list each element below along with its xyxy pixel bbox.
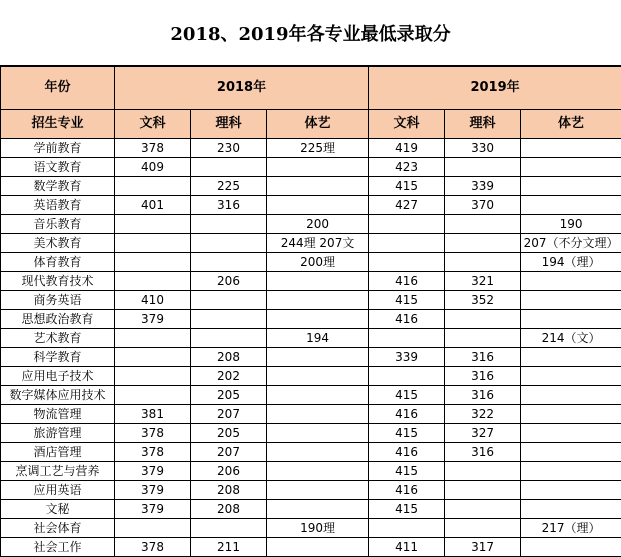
li-2019-cell: 339 (445, 177, 521, 196)
li-2018-cell: 225 (191, 177, 267, 196)
tiyi-2019-cell: 207（不分文理） (521, 234, 621, 253)
wen-2018-cell: 409 (115, 158, 191, 177)
li-2018-cell: 205 (191, 424, 267, 443)
table-row (1, 538, 621, 557)
li-2019-cell (445, 329, 521, 348)
wen-2018-cell (115, 177, 191, 196)
li-2019-cell: 330 (445, 139, 521, 158)
wen-2019-cell (369, 253, 445, 272)
table-row (1, 177, 621, 196)
wen-2019-cell: 411 (369, 538, 445, 557)
li-2018-cell: 208 (191, 481, 267, 500)
li-2018-cell: 202 (191, 367, 267, 386)
wen-2018-cell (115, 386, 191, 405)
tiyi-2019-cell (521, 196, 621, 215)
li-2019-cell (445, 158, 521, 177)
tiyi-2018-cell: 225理 (267, 139, 369, 158)
wen-2018-cell: 379 (115, 481, 191, 500)
li-2019-cell: 322 (445, 405, 521, 424)
li-2019-cell: 316 (445, 367, 521, 386)
li-2019-cell (445, 519, 521, 538)
li-2018-cell: 208 (191, 500, 267, 519)
wen-2018-cell: 410 (115, 291, 191, 310)
li-2018-cell: 230 (191, 139, 267, 158)
tiyi-2018-cell (267, 481, 369, 500)
tiyi-2019-cell (521, 291, 621, 310)
wen-2019-cell (369, 367, 445, 386)
tiyi-2018-cell (267, 500, 369, 519)
major-cell: 体育教育 (1, 253, 115, 272)
wen-2019-cell: 416 (369, 443, 445, 462)
table-row (1, 158, 621, 177)
table-row (1, 272, 621, 291)
tiyi-2019-cell (521, 348, 621, 367)
tiyi-2019-cell (521, 424, 621, 443)
table-row (1, 329, 621, 348)
wen-2019-cell: 415 (369, 291, 445, 310)
li-2019-cell: 316 (445, 443, 521, 462)
wen-2018-cell (115, 329, 191, 348)
li-2018-cell (191, 291, 267, 310)
major-cell: 烹调工艺与营养 (1, 462, 115, 481)
table-row (1, 481, 621, 500)
major-cell: 商务英语 (1, 291, 115, 310)
table-row (1, 405, 621, 424)
wen-2018-cell (115, 348, 191, 367)
major-cell: 科学教育 (1, 348, 115, 367)
li-2018-cell: 208 (191, 348, 267, 367)
wen-2019-cell: 419 (369, 139, 445, 158)
tiyi-2019-cell (521, 139, 621, 158)
tiyi-2018-cell: 194 (267, 329, 369, 348)
tiyi-2018-cell (267, 538, 369, 557)
li-2019-cell: 321 (445, 272, 521, 291)
table-row (1, 462, 621, 481)
wen-2018-cell (115, 234, 191, 253)
table-row (1, 386, 621, 405)
table-row (1, 519, 621, 538)
major-cell: 应用电子技术 (1, 367, 115, 386)
wen-2019-cell: 415 (369, 386, 445, 405)
table-row (1, 196, 621, 215)
tiyi-2018-cell (267, 291, 369, 310)
tiyi-2019-cell (521, 386, 621, 405)
year-2018-header: 2018年 (115, 67, 369, 110)
wen-2019-cell (369, 519, 445, 538)
tiyi-2019-cell: 217（理） (521, 519, 621, 538)
wen-2018-cell: 379 (115, 500, 191, 519)
year-label: 年份 (1, 67, 115, 110)
wen-2019-cell: 416 (369, 310, 445, 329)
tiyi-2019-cell: 214（文） (521, 329, 621, 348)
tiyi-2018-cell (267, 272, 369, 291)
major-cell: 应用英语 (1, 481, 115, 500)
li-2018-cell (191, 234, 267, 253)
major-cell: 英语教育 (1, 196, 115, 215)
tiyi-2019-cell (521, 500, 621, 519)
tiyi-2018-cell: 200理 (267, 253, 369, 272)
page-title: 2018、2019年各专业最低录取分 (0, 0, 621, 66)
major-cell: 数字媒体应用技术 (1, 386, 115, 405)
li-2019-cell (445, 234, 521, 253)
wen-2019-cell (369, 215, 445, 234)
li-2019-cell: 352 (445, 291, 521, 310)
major-cell: 艺术教育 (1, 329, 115, 348)
wen-2019-cell: 415 (369, 500, 445, 519)
wen-2019-cell: 339 (369, 348, 445, 367)
wen-2018-cell (115, 519, 191, 538)
tiyi-2019-cell (521, 405, 621, 424)
wen-2019-cell: 423 (369, 158, 445, 177)
li-2018-cell: 206 (191, 462, 267, 481)
table-row (1, 443, 621, 462)
li-2018-cell: 206 (191, 272, 267, 291)
tiyi-2019-cell: 190 (521, 215, 621, 234)
tiyi-2019-cell (521, 443, 621, 462)
col-wen-2018: 文科 (115, 110, 191, 139)
major-label: 招生专业 (1, 110, 115, 139)
wen-2019-cell: 427 (369, 196, 445, 215)
table-row (1, 367, 621, 386)
tiyi-2019-cell (521, 481, 621, 500)
li-2019-cell (445, 481, 521, 500)
major-cell: 语文教育 (1, 158, 115, 177)
tiyi-2018-cell (267, 177, 369, 196)
li-2018-cell (191, 215, 267, 234)
tiyi-2018-cell: 190理 (267, 519, 369, 538)
tiyi-2018-cell (267, 424, 369, 443)
li-2019-cell (445, 253, 521, 272)
table-row (1, 253, 621, 272)
table-row (1, 348, 621, 367)
tiyi-2018-cell (267, 310, 369, 329)
header-row-year (1, 67, 621, 110)
major-cell: 社会工作 (1, 538, 115, 557)
tiyi-2018-cell (267, 367, 369, 386)
wen-2018-cell (115, 367, 191, 386)
tiyi-2018-cell: 200 (267, 215, 369, 234)
tiyi-2018-cell (267, 443, 369, 462)
major-cell: 酒店管理 (1, 443, 115, 462)
tiyi-2018-cell (267, 348, 369, 367)
table-row (1, 310, 621, 329)
major-cell: 思想政治教育 (1, 310, 115, 329)
major-cell: 美术教育 (1, 234, 115, 253)
wen-2018-cell: 379 (115, 310, 191, 329)
col-wen-2019: 文科 (369, 110, 445, 139)
header-row-columns (1, 110, 621, 139)
major-cell: 社会体育 (1, 519, 115, 538)
li-2019-cell (445, 462, 521, 481)
li-2019-cell (445, 215, 521, 234)
table-row (1, 500, 621, 519)
li-2018-cell: 316 (191, 196, 267, 215)
major-cell: 旅游管理 (1, 424, 115, 443)
wen-2019-cell: 415 (369, 462, 445, 481)
tiyi-2019-cell (521, 310, 621, 329)
li-2018-cell (191, 329, 267, 348)
li-2018-cell (191, 253, 267, 272)
li-2018-cell: 205 (191, 386, 267, 405)
table-row (1, 424, 621, 443)
wen-2019-cell: 415 (369, 177, 445, 196)
major-cell: 现代教育技术 (1, 272, 115, 291)
major-cell: 物流管理 (1, 405, 115, 424)
li-2018-cell: 207 (191, 405, 267, 424)
col-li-2019: 理科 (445, 110, 521, 139)
li-2019-cell: 370 (445, 196, 521, 215)
wen-2018-cell: 379 (115, 462, 191, 481)
tiyi-2018-cell (267, 158, 369, 177)
major-cell: 文秘 (1, 500, 115, 519)
tiyi-2019-cell (521, 272, 621, 291)
wen-2019-cell (369, 329, 445, 348)
wen-2018-cell: 378 (115, 443, 191, 462)
li-2019-cell: 327 (445, 424, 521, 443)
li-2018-cell: 207 (191, 443, 267, 462)
tiyi-2019-cell (521, 367, 621, 386)
wen-2018-cell (115, 215, 191, 234)
wen-2019-cell: 415 (369, 424, 445, 443)
tiyi-2019-cell (521, 538, 621, 557)
major-cell: 数学教育 (1, 177, 115, 196)
tiyi-2018-cell: 244理 207文 (267, 234, 369, 253)
year-2019-header: 2019年 (369, 67, 621, 110)
li-2019-cell (445, 500, 521, 519)
li-2019-cell: 316 (445, 348, 521, 367)
wen-2018-cell: 401 (115, 196, 191, 215)
table-row (1, 291, 621, 310)
tiyi-2018-cell (267, 405, 369, 424)
tiyi-2018-cell (267, 386, 369, 405)
wen-2019-cell: 416 (369, 481, 445, 500)
li-2019-cell: 317 (445, 538, 521, 557)
li-2018-cell (191, 310, 267, 329)
tiyi-2019-cell (521, 462, 621, 481)
major-cell: 学前教育 (1, 139, 115, 158)
table-row (1, 215, 621, 234)
wen-2018-cell: 381 (115, 405, 191, 424)
col-li-2018: 理科 (191, 110, 267, 139)
wen-2018-cell (115, 253, 191, 272)
col-tiyi-2018: 体艺 (267, 110, 369, 139)
wen-2019-cell: 416 (369, 405, 445, 424)
wen-2018-cell: 378 (115, 139, 191, 158)
wen-2019-cell: 416 (369, 272, 445, 291)
table-row (1, 234, 621, 253)
li-2019-cell: 316 (445, 386, 521, 405)
wen-2019-cell (369, 234, 445, 253)
li-2019-cell (445, 310, 521, 329)
tiyi-2019-cell (521, 177, 621, 196)
li-2018-cell (191, 158, 267, 177)
tiyi-2018-cell (267, 196, 369, 215)
major-cell: 音乐教育 (1, 215, 115, 234)
li-2018-cell (191, 519, 267, 538)
tiyi-2019-cell: 194（理） (521, 253, 621, 272)
li-2018-cell: 211 (191, 538, 267, 557)
table-row (1, 139, 621, 158)
tiyi-2018-cell (267, 462, 369, 481)
wen-2018-cell: 378 (115, 424, 191, 443)
wen-2018-cell: 378 (115, 538, 191, 557)
tiyi-2019-cell (521, 158, 621, 177)
score-table (0, 66, 621, 557)
col-tiyi-2019: 体艺 (521, 110, 621, 139)
wen-2018-cell (115, 272, 191, 291)
